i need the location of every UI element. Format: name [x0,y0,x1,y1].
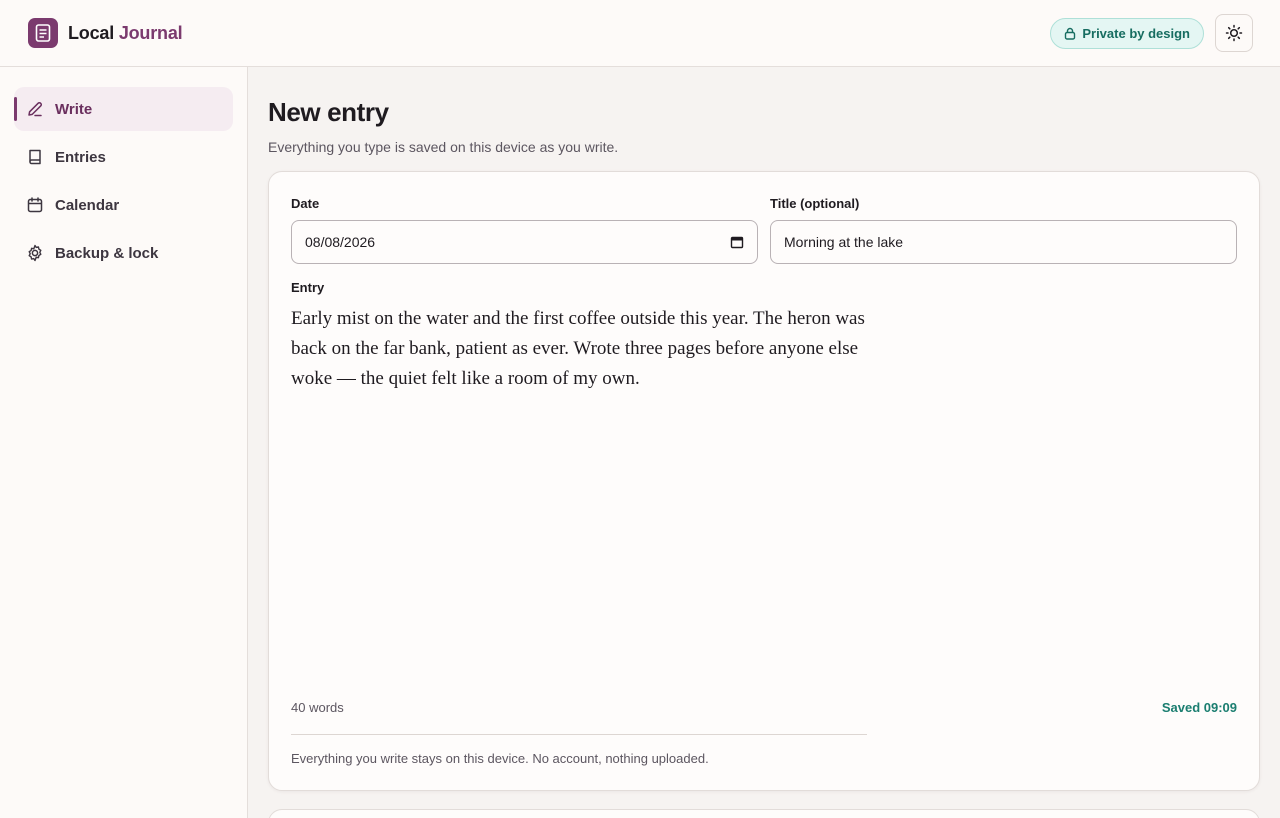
journal-page-icon [28,18,58,48]
gear-icon [26,244,44,262]
pencil-icon [26,100,44,118]
sidebar-item-label: Backup & lock [55,244,159,262]
app-name-part1: Local [68,22,115,43]
main-content [268,67,1260,766]
lock-icon [1064,27,1076,40]
theme-toggle-button[interactable] [1215,14,1253,52]
date-label: Date [291,196,320,211]
app-name-part2: Journal [118,22,183,43]
sidebar-item-calendar[interactable] [14,183,233,227]
sidebar-item-label: Write [55,100,93,118]
sidebar-item-label: Calendar [55,196,120,214]
privacy-badge [1050,18,1204,49]
sidebar-item-backup-lock[interactable] [14,231,233,275]
title-input[interactable] [770,220,1237,264]
page-title: New entry [268,97,389,127]
title-label: Title (optional) [770,196,860,211]
calendar-icon [26,196,44,214]
book-icon [26,148,44,166]
title-value: Morning at the lake [784,234,904,250]
privacy-badge-label: Private by design [1082,25,1190,41]
calendar-picker-icon[interactable] [730,235,744,252]
sidebar-item-label: Entries [55,148,106,166]
word-count: 40 words [291,700,344,715]
divider [291,734,867,735]
sidebar-item-write[interactable] [14,87,233,131]
saved-status: Saved 09:09 [1161,700,1237,715]
sidebar-item-entries[interactable] [14,135,233,179]
entry-form-card [268,171,1260,791]
entry-textarea[interactable]: Early mist on the water and the first coffee outside this year. The heron was back on the far bank, patient as ever. Wrote three pages before anyone else woke — the quiet felt like a room of my own. [291,308,865,389]
date-value: 08/08/2026 [305,234,376,250]
app-header [0,0,1280,67]
sidebar [0,67,248,818]
next-card [268,809,1260,818]
app-name [68,23,182,44]
date-input[interactable] [291,220,758,264]
page-subtitle: Everything you type is saved on this device as you write. [268,139,619,155]
entry-label: Entry [291,280,325,295]
brand[interactable] [28,18,182,48]
sun-icon [1225,24,1243,42]
privacy-footnote: Everything you write stays on this device. No account, nothing uploaded. [291,751,709,766]
